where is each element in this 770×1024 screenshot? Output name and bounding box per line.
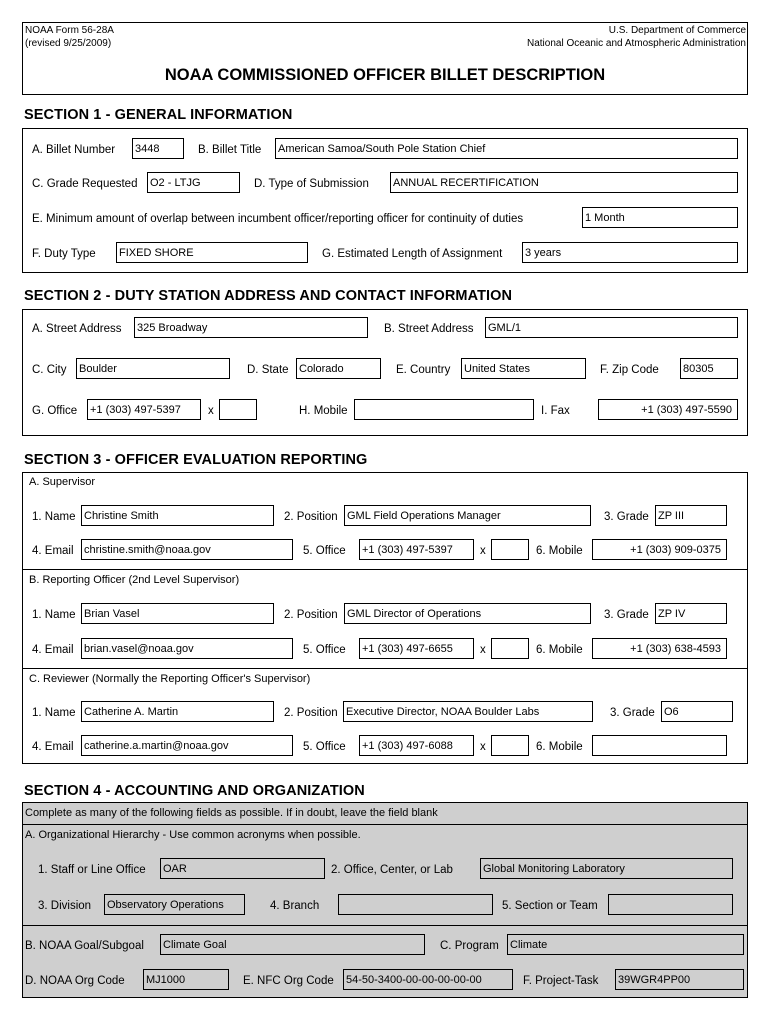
reviewer-grade-label: 3. Grade bbox=[610, 707, 655, 719]
program-field[interactable]: Climate bbox=[507, 934, 744, 955]
zip-field[interactable]: 80305 bbox=[680, 358, 738, 379]
reporting-grade-label: 3. Grade bbox=[604, 609, 649, 621]
reviewer-name-field[interactable]: Catherine A. Martin bbox=[81, 701, 274, 722]
submission-type-label: D. Type of Submission bbox=[254, 178, 369, 190]
reporting-ext-field[interactable] bbox=[491, 638, 529, 659]
supervisor-ext-x: x bbox=[480, 545, 486, 557]
reporting-heading: B. Reporting Officer (2nd Level Supervisor) bbox=[29, 574, 240, 586]
supervisor-heading: A. Supervisor bbox=[29, 476, 96, 488]
assignment-length-field[interactable]: 3 years bbox=[522, 242, 738, 263]
reviewer-mobile-field[interactable] bbox=[592, 735, 727, 756]
project-task-field[interactable]: 39WGR4PP00 bbox=[615, 969, 744, 990]
duty-type-field[interactable]: FIXED SHORE bbox=[116, 242, 308, 263]
staff-office-field[interactable]: OAR bbox=[160, 858, 325, 879]
reviewer-grade-field[interactable]: O6 bbox=[661, 701, 733, 722]
duty-type-label: F. Duty Type bbox=[32, 248, 96, 260]
supervisor-office-label: 5. Office bbox=[303, 545, 346, 557]
state-label: D. State bbox=[247, 364, 289, 376]
mobile-label: H. Mobile bbox=[299, 405, 348, 417]
grade-requested-label: C. Grade Requested bbox=[32, 178, 138, 190]
office-center-label: 2. Office, Center, or Lab bbox=[331, 864, 453, 876]
section-team-field[interactable] bbox=[608, 894, 733, 915]
supervisor-grade-field[interactable]: ZP III bbox=[655, 505, 727, 526]
supervisor-email-label: 4. Email bbox=[32, 545, 74, 557]
reporting-grade-field[interactable]: ZP IV bbox=[655, 603, 727, 624]
reviewer-heading: C. Reviewer (Normally the Reporting Officer's Supervisor) bbox=[29, 673, 311, 685]
section-2-title: SECTION 2 - DUTY STATION ADDRESS AND CONTACT INFORMATION bbox=[24, 288, 513, 304]
mobile-field[interactable] bbox=[354, 399, 534, 420]
office-center-field[interactable]: Global Monitoring Laboratory bbox=[480, 858, 733, 879]
reporting-email-field[interactable]: brian.vasel@noaa.gov bbox=[81, 638, 293, 659]
reporting-name-label: 1. Name bbox=[32, 609, 76, 621]
reviewer-email-label: 4. Email bbox=[32, 741, 74, 753]
billet-number-field[interactable]: 3448 bbox=[132, 138, 184, 159]
supervisor-grade-label: 3. Grade bbox=[604, 511, 649, 523]
supervisor-ext-field[interactable] bbox=[491, 539, 529, 560]
country-field[interactable]: United States bbox=[461, 358, 586, 379]
section-4-intro: Complete as many of the following fields as possible. If in doubt, leave the field blank bbox=[25, 807, 438, 819]
reviewer-email-field[interactable]: catherine.a.martin@noaa.gov bbox=[81, 735, 293, 756]
supervisor-email-field[interactable]: christine.smith@noaa.gov bbox=[81, 539, 293, 560]
supervisor-mobile-field[interactable]: +1 (303) 909-0375 bbox=[592, 539, 727, 560]
branch-field[interactable] bbox=[338, 894, 493, 915]
zip-label: F. Zip Code bbox=[600, 364, 659, 376]
section-3-title: SECTION 3 - OFFICER EVALUATION REPORTING bbox=[24, 452, 368, 468]
supervisor-office-field[interactable]: +1 (303) 497-5397 bbox=[359, 539, 474, 560]
supervisor-mobile-label: 6. Mobile bbox=[536, 545, 583, 557]
divider bbox=[22, 925, 748, 926]
fax-label: I. Fax bbox=[541, 405, 570, 417]
section-1-title: SECTION 1 - GENERAL INFORMATION bbox=[24, 107, 293, 123]
grade-requested-field[interactable]: O2 - LTJG bbox=[147, 172, 240, 193]
billet-title-label: B. Billet Title bbox=[198, 144, 262, 156]
billet-number-label: A. Billet Number bbox=[32, 144, 116, 156]
project-task-label: F. Project-Task bbox=[523, 975, 599, 987]
goal-field[interactable]: Climate Goal bbox=[160, 934, 425, 955]
divider bbox=[22, 824, 748, 825]
form-id: NOAA Form 56-28A bbox=[25, 25, 114, 36]
fax-field[interactable]: +1 (303) 497-5590 bbox=[598, 399, 738, 420]
reviewer-ext-field[interactable] bbox=[491, 735, 529, 756]
divider bbox=[22, 569, 748, 570]
staff-office-label: 1. Staff or Line Office bbox=[38, 864, 146, 876]
overlap-label: E. Minimum amount of overlap between incumbent officer/reporting officer for continuity of duties bbox=[32, 213, 524, 225]
department: U.S. Department of Commerce bbox=[608, 25, 746, 36]
reporting-office-field[interactable]: +1 (303) 497-6655 bbox=[359, 638, 474, 659]
office-label: G. Office bbox=[32, 405, 78, 417]
reviewer-office-label: 5. Office bbox=[303, 741, 346, 753]
office-ext-x: x bbox=[208, 405, 214, 417]
reviewer-position-field[interactable]: Executive Director, NOAA Boulder Labs bbox=[343, 701, 593, 722]
submission-type-field[interactable]: ANNUAL RECERTIFICATION bbox=[390, 172, 738, 193]
hierarchy-heading: A. Organizational Hierarchy - Use common acronyms when possible. bbox=[25, 829, 361, 841]
reporting-position-field[interactable]: GML Director of Operations bbox=[344, 603, 591, 624]
reviewer-name-label: 1. Name bbox=[32, 707, 76, 719]
reporting-name-field[interactable]: Brian Vasel bbox=[81, 603, 274, 624]
agency: National Oceanic and Atmospheric Administration bbox=[526, 38, 746, 49]
nfc-code-field[interactable]: 54-50-3400-00-00-00-00-00 bbox=[343, 969, 513, 990]
reporting-office-label: 5. Office bbox=[303, 644, 346, 656]
supervisor-position-field[interactable]: GML Field Operations Manager bbox=[344, 505, 591, 526]
city-field[interactable]: Boulder bbox=[76, 358, 230, 379]
office-phone-field[interactable]: +1 (303) 497-5397 bbox=[87, 399, 201, 420]
nfc-code-label: E. NFC Org Code bbox=[243, 975, 334, 987]
supervisor-position-label: 2. Position bbox=[284, 511, 338, 523]
section-team-label: 5. Section or Team bbox=[502, 900, 598, 912]
reporting-ext-x: x bbox=[480, 644, 486, 656]
reporting-mobile-label: 6. Mobile bbox=[536, 644, 583, 656]
division-field[interactable]: Observatory Operations bbox=[104, 894, 245, 915]
reporting-email-label: 4. Email bbox=[32, 644, 74, 656]
reviewer-mobile-label: 6. Mobile bbox=[536, 741, 583, 753]
reporting-position-label: 2. Position bbox=[284, 609, 338, 621]
reviewer-ext-x: x bbox=[480, 741, 486, 753]
division-label: 3. Division bbox=[38, 900, 92, 912]
state-field[interactable]: Colorado bbox=[296, 358, 381, 379]
branch-label: 4. Branch bbox=[270, 900, 320, 912]
reviewer-position-label: 2. Position bbox=[284, 707, 338, 719]
street-a-label: A. Street Address bbox=[32, 323, 122, 335]
office-ext-field[interactable] bbox=[219, 399, 257, 420]
assignment-length-label: G. Estimated Length of Assignment bbox=[322, 248, 503, 260]
reviewer-office-field[interactable]: +1 (303) 497-6088 bbox=[359, 735, 474, 756]
country-label: E. Country bbox=[396, 364, 451, 376]
city-label: C. City bbox=[32, 364, 67, 376]
section-4-title: SECTION 4 - ACCOUNTING AND ORGANIZATION bbox=[24, 783, 365, 799]
revised-date: (revised 9/25/2009) bbox=[25, 38, 112, 49]
street-b-label: B. Street Address bbox=[384, 323, 474, 335]
supervisor-name-field[interactable]: Christine Smith bbox=[81, 505, 274, 526]
street-a-field[interactable]: 325 Broadway bbox=[134, 317, 368, 338]
overlap-field[interactable]: 1 Month bbox=[582, 207, 738, 228]
divider bbox=[22, 668, 748, 669]
org-code-field[interactable]: MJ1000 bbox=[143, 969, 229, 990]
reporting-mobile-field[interactable]: +1 (303) 638-4593 bbox=[592, 638, 727, 659]
goal-label: B. NOAA Goal/Subgoal bbox=[25, 940, 144, 952]
street-b-field[interactable]: GML/1 bbox=[485, 317, 738, 338]
supervisor-name-label: 1. Name bbox=[32, 511, 76, 523]
form-title: NOAA COMMISSIONED OFFICER BILLET DESCRIPTION bbox=[164, 66, 606, 84]
program-label: C. Program bbox=[440, 940, 499, 952]
org-code-label: D. NOAA Org Code bbox=[25, 975, 125, 987]
billet-title-field[interactable]: American Samoa/South Pole Station Chief bbox=[275, 138, 738, 159]
